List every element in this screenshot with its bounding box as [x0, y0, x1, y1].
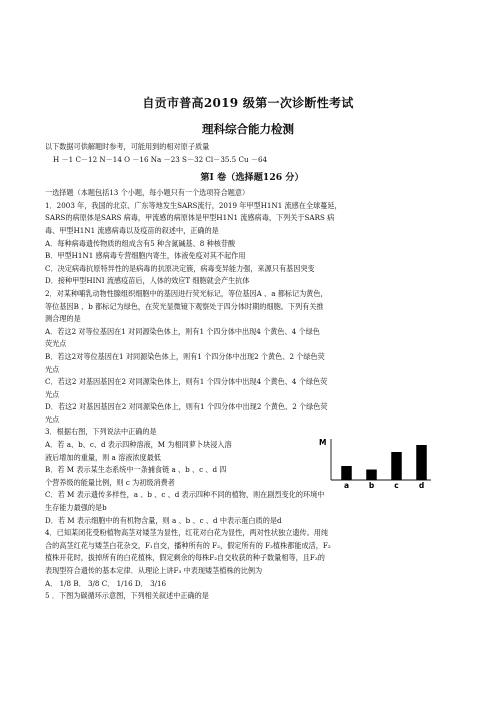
- text-line: 一选择题（本题包括13 个小题，每小题只有一个选项符合题意）: [45, 188, 250, 198]
- text-line: 3．根据右图，下列说法中正确的是: [45, 427, 157, 437]
- question-block-continued: [45, 489, 459, 602]
- text-line: 2．对某种哺乳动物性腺组织细胞中的基因进行荧光标记，等位基因A 、a 都标记为黄色，: [45, 288, 328, 298]
- text-line: 合的高茎红花与矮茎白花杂交，F₁自交，播种所有的 F₂，假定所有的 F₂植株都能成活，F₂: [45, 540, 331, 550]
- text-line: D．若这2 对基因基因在2 对同源染色体上，则有1 个四分体中出现2 个黄色、2 个绿色荧: [45, 402, 328, 412]
- section-heading: 第Ⅰ 卷（选择题126 分）: [200, 172, 304, 184]
- text-line: 1．2003 年，我国的北京、广东等地发生SARS流行，2019 年甲型H1N1 流感在全球蔓延，: [45, 200, 342, 210]
- text-line: 个营养级的能量比例，则 c 为初级消费者: [45, 477, 175, 487]
- text-line: 测合理的是: [45, 314, 81, 324]
- text-line: A．每种病毒遗传物质的组成含有5 种含氮碱基、8 种核苷酸: [45, 238, 236, 248]
- exam-body: [45, 141, 459, 603]
- bar-c: [391, 452, 402, 480]
- text-line: 5 ．下图为碳循环示意图，下列相关叙述中正确的是: [45, 591, 209, 601]
- atomic-mass-line: H －1 C－12 N－14 O －16 Na －23 S－32 Cl－35.5 Cu －64: [53, 154, 268, 164]
- bar-a: [341, 466, 352, 480]
- text-line: A．若 a、b、c、d 表示四种溶液，M 为相同萝卜块浸入溶: [45, 440, 232, 450]
- text-line: 生存能力最强的是b: [45, 503, 107, 513]
- text-line: 等位基因B 、b 都标记为绿色，在荧光显微镜下观察处于四分体时期的细胞。下列有关推: [45, 301, 324, 311]
- text-line: 液后增加的重量，则 a 溶液浓度最低: [45, 452, 161, 462]
- text-line: 光点: [45, 414, 60, 424]
- y-axis-label: M: [319, 438, 327, 447]
- text-line: 毒、甲型H1N1 流感病毒以及疫苗的叙述中，正确的是: [45, 225, 219, 235]
- exam-subtitle: 理科综合能力检测: [202, 122, 294, 136]
- text-line: B．甲型H1N1 感病毒专营细胞内寄生，体液免疫对其不起作用: [45, 251, 246, 261]
- question-block: [45, 187, 459, 439]
- category-label: b: [368, 481, 375, 489]
- text-line: C．若 M 表示遗传多样性，a 、b 、c 、d 表示四种不同的植物，则在剧烈变化的环境中: [45, 490, 325, 500]
- bar-d: [416, 445, 427, 480]
- exam-title: 自贡市普高2019 级第一次诊断性考试: [142, 96, 354, 110]
- text-line: 光点: [45, 364, 60, 374]
- text-line: D．接种甲型HINI 流感疫苗后，人体的效应T 细胞就会产生抗体: [45, 276, 250, 286]
- text-line: 4．已知某闭花受粉植物高茎对矮茎为显性，红花对白花为显性，两对性状独立遗传。用纯: [45, 528, 329, 538]
- text-line: 植株开花时，拔掉所有的白花植株，假定剩余的每株F₂自交收获的种子数量相等，且F₃的: [45, 553, 325, 563]
- text-line: B．若 M 表示某生态系统中一条捕食链 a 、b 、c 、d 四: [45, 465, 227, 475]
- text-line: 光点: [45, 389, 60, 399]
- text-line: C．若这2 对基因基因在2 对同源染色体上，则有1 个四分体中出现4 个黄色、4 个绿色荧: [45, 377, 328, 387]
- category-label: c: [394, 481, 399, 489]
- bar-chart: [317, 431, 459, 489]
- text-line: D．若 M 表示细胞中的有机物含量，则 a 、b 、c 、d 中表示蛋白质的是d: [45, 515, 282, 525]
- text-line: A．若这2 对等位基因在1 对同源染色体上，则有1 个四分体中出现4 个黄色、4 个绿色: [45, 326, 320, 336]
- text-line: 表现型符合遗传的基本定律．从理论上讲F₃ 中表现矮茎植株的比例为: [45, 566, 263, 575]
- text-line: C．决定病毒抗原特异性的是病毒的抗原决定簇，病毒变异能力强，来源只有基因突变: [45, 263, 315, 273]
- bar-b: [366, 470, 377, 481]
- text-line: A． 1/8 B． 3/8 C． 1/16 D． 3/16: [45, 578, 167, 588]
- text-line: SARS的病原体是SARS 病毒，甲流感的病原体是甲型H1N1 流感病毒，下列关于SARS 病: [45, 213, 335, 223]
- category-label: d: [418, 481, 425, 489]
- reference-line: 以下数据可供解题时参考，可能用到的相对原子质量: [45, 142, 210, 151]
- text-line: 荧光点: [45, 339, 67, 349]
- category-label: a: [343, 481, 350, 489]
- text-line: B．若这2对等位基因在1 对同源染色体上，则有1 个四分体中出现2 个黄色、2 个绿色荧: [45, 351, 325, 361]
